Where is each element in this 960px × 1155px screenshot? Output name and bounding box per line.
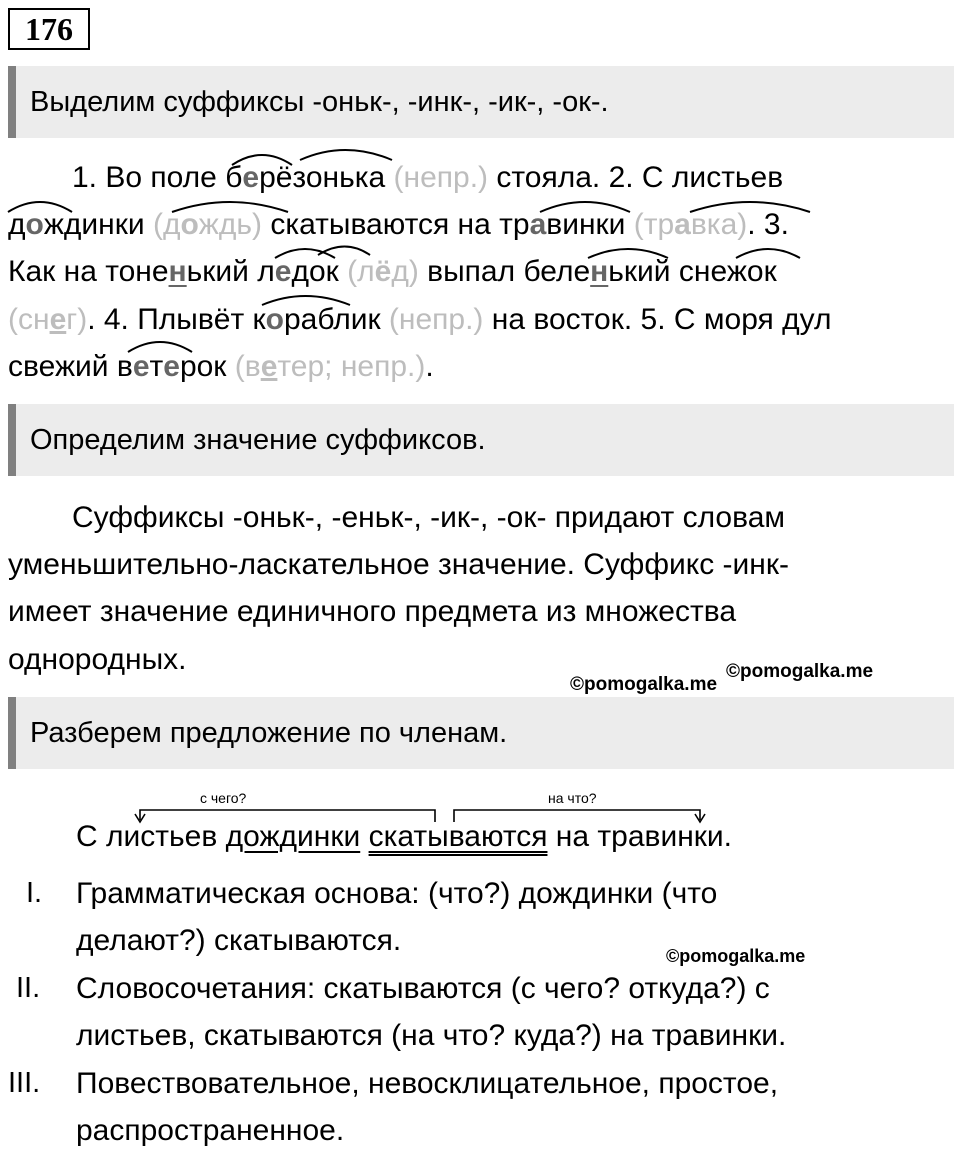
text-line-4: (снег). 4. Плывёт кораблик (непр.) на восток. 5. С моря дул (8, 303, 832, 336)
task-number: 176 (8, 8, 90, 50)
section-heading-parse (8, 697, 954, 769)
text-line-3: Как на тоненький ледок (лёд) выпал беленький снежок (8, 255, 777, 288)
heading-text: Определим значение суффиксов. (30, 424, 486, 456)
item-1-line-2: делают?) скатываются. (76, 924, 402, 957)
item-numeral-1: I. (26, 877, 43, 909)
item-3-line-1: Повествовательное, невосклицательное, простое, (76, 1067, 779, 1100)
suffix-arc (300, 150, 392, 160)
predicate-word: скатываются (368, 820, 548, 853)
section-heading-meaning (8, 404, 954, 476)
item-2-line-2: листьев, скатываются (на что? куда?) на травинки. (76, 1019, 787, 1052)
section-heading-suffixes (8, 66, 954, 138)
watermark: ©pomogalka.me (726, 661, 874, 682)
heading-text: Разберем предложение по членам. (30, 717, 508, 749)
subject-word: дождинки (225, 820, 361, 853)
item-numeral-3: III. (8, 1067, 41, 1099)
watermark: ©pomogalka.me (570, 674, 718, 695)
item-3-line-2: распространенное. (76, 1114, 345, 1147)
question-label-left: с чего? (200, 790, 247, 806)
paragraph-line-3: имеет значение единичного предмета из множества (8, 595, 736, 628)
item-2-line-1: Словосочетания: скатываются (с чего? откуда?) с (76, 972, 770, 1005)
text-line-1: 1. Во поле берёзонька (непр.) стояла. 2. С листьев (72, 161, 784, 194)
suffix-arc (318, 247, 370, 256)
question-label-right: на что? (548, 790, 597, 806)
item-numeral-2: II. (16, 972, 41, 1004)
item-1-line-1: Грамматическая основа: (что?) дождинки (что (76, 877, 718, 910)
paragraph-line-1: Суффиксы -оньк-, -еньк-, -ик-, -ок- придают словам (72, 501, 786, 534)
text-line-2: дождинки (дождь) скатываются на травинки (травка). 3. (8, 208, 789, 241)
text-line-5: свежий ветерок (ветер; непр.). (8, 350, 434, 383)
watermark: ©pomogalka.me (666, 946, 806, 966)
parsed-sentence: С листьев дождинки скатываются на травинки. (76, 820, 732, 853)
paragraph-line-4: однородных. (8, 643, 187, 676)
paragraph-line-2: уменьшительно-ласкательное значение. Суффикс -инк- (8, 548, 789, 581)
heading-text: Выделим суффиксы -оньк-, -инк-, -ик-, -ок-. (30, 86, 609, 118)
